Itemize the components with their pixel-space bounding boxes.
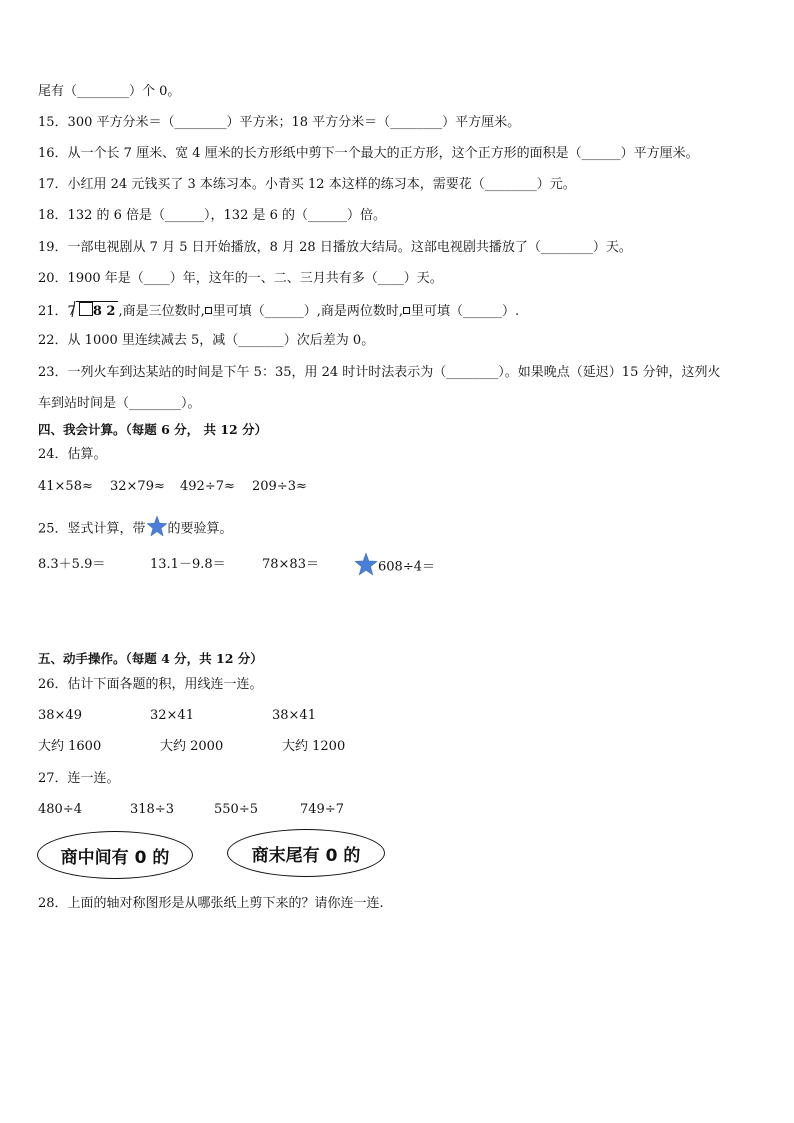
q21-text-3: 里可填（______）. — [410, 304, 520, 319]
q27-expression: 318÷3 — [130, 802, 174, 817]
q26-expression: 38×41 — [272, 708, 316, 723]
section-5-heading: 五、动手操作。（每题 4 分，共 12 分） — [38, 651, 263, 666]
q25-item-starred — [354, 552, 435, 582]
blue-star-icon — [146, 515, 168, 543]
q27-expression: 550÷5 — [214, 802, 258, 817]
q21-blank-square — [79, 302, 93, 316]
question-25 — [38, 515, 233, 543]
small-square-icon — [205, 307, 212, 314]
question-24: 24．估算。 — [38, 447, 107, 462]
q21-text-2: 里可填（______）,商是两位数时, — [212, 304, 403, 319]
q21-long-division-box — [76, 301, 119, 321]
q24-item: 41×58≈ — [38, 479, 93, 494]
q25-text-a: 25．竖式计算，带 — [38, 521, 146, 537]
q14-tail: 尾有（________）个 0。 — [38, 84, 181, 99]
question-20: 20．1900 年是（____）年，这年的一、二、三月共有多（____）天。 — [38, 271, 443, 286]
ellipse-label: 商末尾有 0 的 — [251, 845, 361, 866]
small-square-icon — [403, 307, 410, 314]
question-19: 19．一部电视剧从 7 月 5 日开始播放，8 月 28 日播放大结局。这部电视剧共播放了（________）天。 — [38, 240, 632, 255]
q21-divisor: 7 — [67, 304, 76, 319]
q24-item: 492÷7≈ — [180, 479, 235, 494]
question-16: 16．从一个长 7 厘米、宽 4 厘米的长方形纸中剪下一个最大的正方形，这个正方形的面积是（______）平方厘米。 — [38, 146, 699, 161]
q27-expression: 480÷4 — [38, 802, 82, 817]
q26-estimate: 大约 1200 — [282, 739, 346, 754]
question-23-line-1: 23．一列火车到达某站的时间是下午 5：35，用 24 时计时法表示为（________）。如果晚点（延迟）15 分钟，这列火 — [38, 365, 721, 380]
ellipse-label: 商中间有 0 的 — [60, 847, 170, 868]
q25-item: 78×83＝ — [262, 557, 319, 572]
question-22: 22．从 1000 里连续减去 5，减（_______）次后差为 0。 — [38, 333, 375, 348]
question-21 — [38, 301, 519, 321]
q25-item: 13.1－9.8＝ — [150, 557, 226, 572]
q24-item: 32×79≈ — [110, 479, 165, 494]
q26-estimate: 大约 2000 — [160, 739, 224, 754]
question-26: 26．估计下面各题的积，用线连一连。 — [38, 677, 263, 692]
q25-item: 8.3＋5.9＝ — [38, 557, 106, 572]
q27-ellipse-end-zero — [227, 829, 385, 877]
question-27: 27．连一连。 — [38, 771, 120, 786]
q21-number: 21． — [38, 304, 68, 319]
q21-text-1: ,商是三位数时, — [118, 304, 205, 319]
question-28: 28．上面的轴对称图形是从哪张纸上剪下来的？请你连一连. — [38, 896, 384, 911]
q25-item-label: 608÷4＝ — [378, 559, 435, 575]
q27-expression: 749÷7 — [300, 802, 344, 817]
blue-star-icon — [354, 552, 378, 582]
section-4-heading: 四、我会计算。（每题 6 分， 共 12 分） — [38, 422, 268, 437]
q26-estimate: 大约 1600 — [38, 739, 102, 754]
q25-text-b: 的要验算。 — [167, 521, 233, 537]
question-18: 18．132 的 6 倍是（______），132 是 6 的（______）倍。 — [38, 208, 387, 223]
q24-item: 209÷3≈ — [252, 479, 307, 494]
question-23-line-2: 车到站时间是（________）。 — [38, 396, 201, 411]
q26-expression: 32×41 — [150, 708, 194, 723]
q21-dividend-digits: 8 2 — [92, 304, 116, 319]
q27-ellipse-middle-zero — [37, 831, 193, 879]
q26-expression: 38×49 — [38, 708, 82, 723]
question-15: 15．300 平方分米＝（________）平方米；18 平方分米＝（________）平方厘米。 — [38, 115, 521, 130]
question-17: 17．小红用 24 元钱买了 3 本练习本。小青买 12 本这样的练习本，需要花（________）元。 — [38, 177, 576, 192]
